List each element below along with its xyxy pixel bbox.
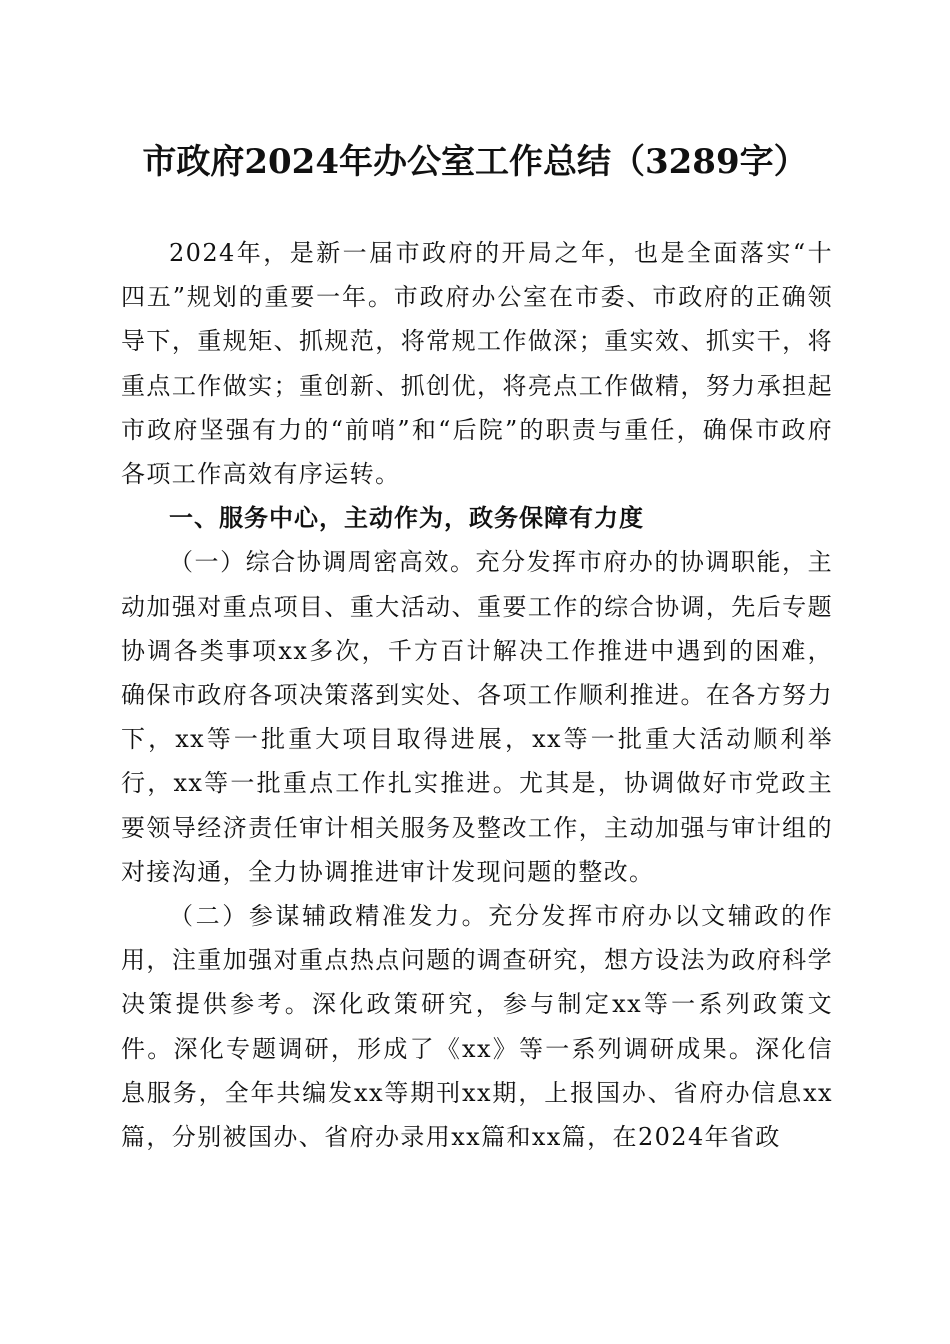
subsection-text-1: 充分发挥市府办的协调职能，主动加强对重点项目、重大活动、重要工作的综合协调，先后专题协调各类事项xx多次，千方百计解决工作推进中遇到的困难，确保市政府各项决策落到实处、各项工作顺利推进。在各方努力下，xx等一批重大项目取得进展，xx等一批重大活动顺利举行，xx等一批重点工作扎实推进。尤其是，协调做好市党政主要领导经济责任审计相关服务及整改工作，主动加强与审计组的对接沟通，全力协调推进审计发现问题的整改。: [121, 548, 833, 886]
section-heading-1: 一、服务中心，主动作为，政务保障有力度: [169, 504, 644, 533]
document-title: 市政府2024年办公室工作总结（3289字）: [142, 142, 808, 182]
subsection-lead-2: （二）参谋辅政精准发力。: [169, 902, 489, 931]
subsection-paragraph-2: [121, 894, 833, 1159]
subsection-text-2: 充分发挥市府办以文辅政的作用，注重加强对重点热点问题的调查研究，想方设法为政府科学决策提供参考。深化政策研究，参与制定xx等一系列政策文件。深化专题调研，形成了《xx》等一系列调研成果。深化信息服务，全年共编发xx等期刊xx期，上报国办、省府办信息xx篇，分别被国办、省府办录用xx篇和xx篇，在2024年省政: [121, 902, 833, 1152]
subsection-paragraph-1: [121, 540, 833, 894]
document-body: [121, 231, 833, 1159]
intro-paragraph: 2024年，是新一届市政府的开局之年，也是全面落实“十四五”规划的重要一年。市政府办公室在市委、市政府的正确领导下，重规矩、抓规范，将常规工作做深；重实效、抓实干，将重点工作做实；重创新、抓创优，将亮点工作做精，努力承担起市政府坚强有力的“前哨”和“后院”的职责与重任，确保市政府各项工作高效有序运转。: [121, 239, 833, 489]
subsection-lead-1: （一）综合协调周密高效。: [169, 548, 476, 577]
